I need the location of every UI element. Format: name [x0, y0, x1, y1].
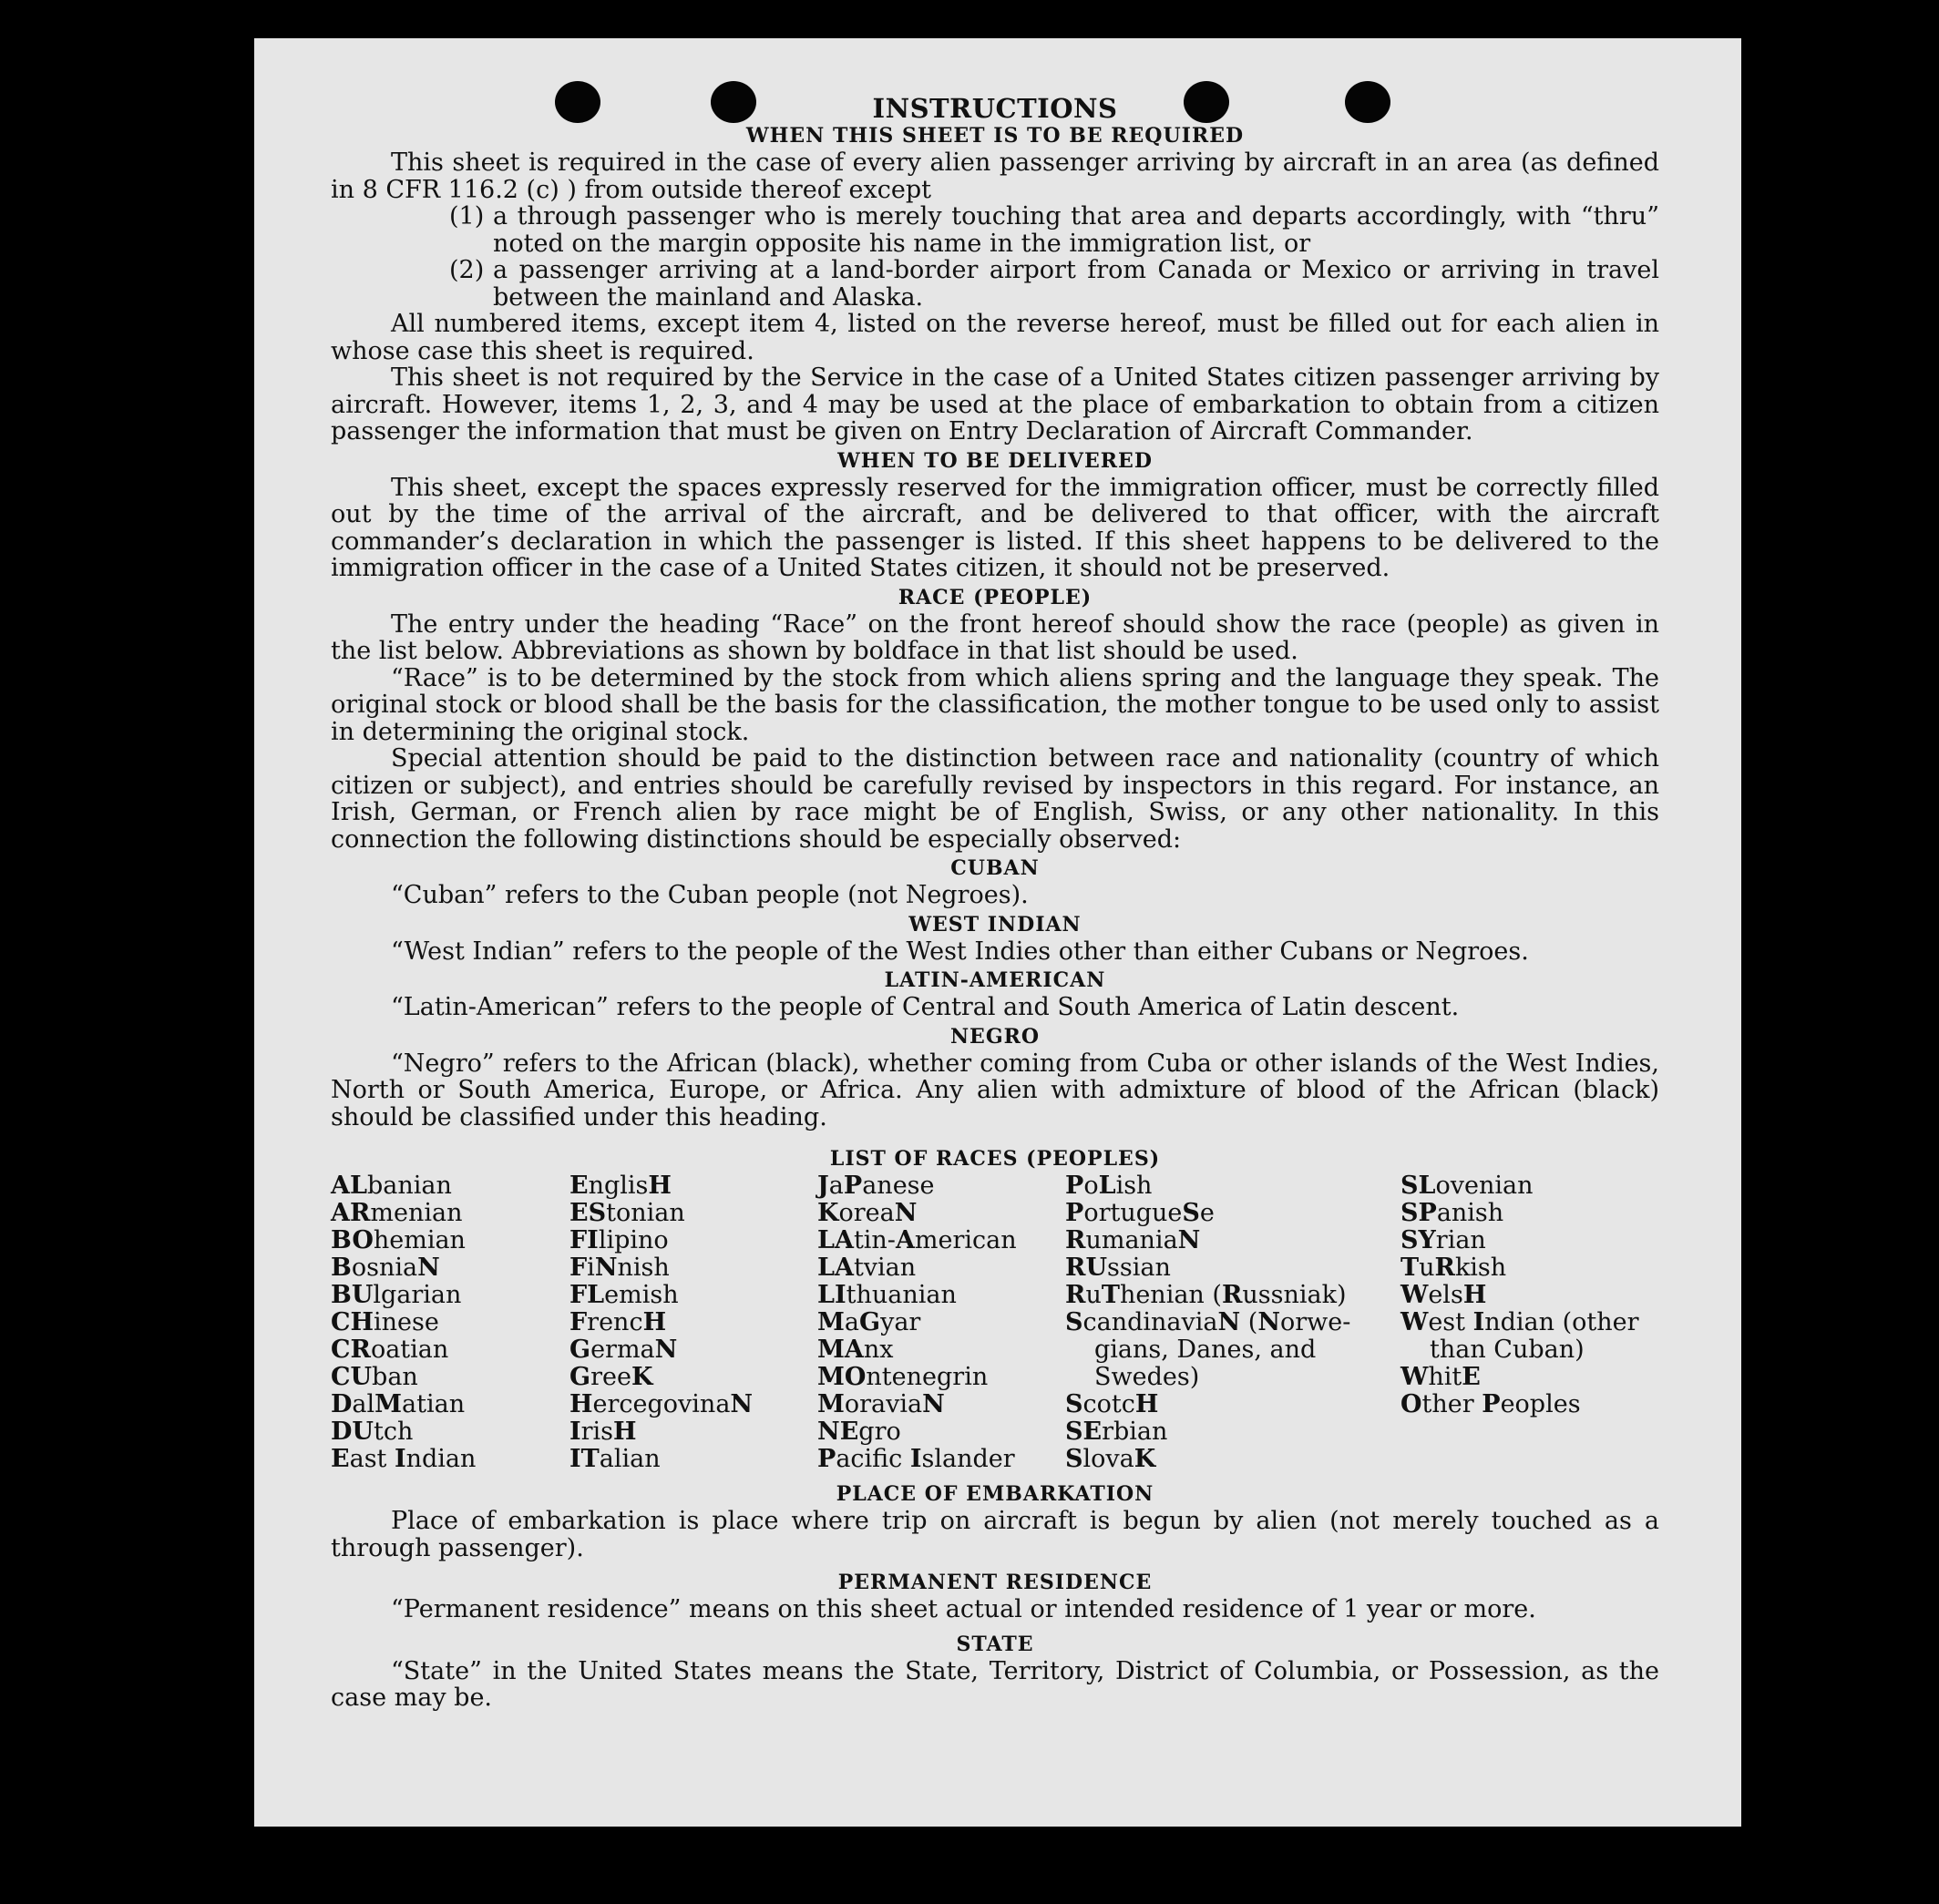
section-heading: RACE (PEOPLE): [898, 585, 1093, 609]
race-entry: EStonian: [569, 1199, 685, 1227]
section-heading: LIST OF RACES (PEOPLES): [829, 1147, 1161, 1171]
race-entry: MAnx: [817, 1336, 894, 1364]
race-entry: LAtin-American: [817, 1226, 1017, 1254]
race-entry: RumaniaN: [1065, 1226, 1201, 1254]
paragraph: “Race” is to be determined by the stock from which aliens spring and the language they speak. The original stock or blood shall be the basis for the classification, the mother tongue to be used only to assist in determining the original stock.: [331, 663, 1659, 746]
punch-hole: [711, 81, 756, 123]
races-column: [1400, 1172, 1656, 1473]
races-column: [817, 1172, 1065, 1473]
race-entry: CHinese: [331, 1308, 439, 1336]
punch-hole: [1184, 81, 1229, 123]
race-entry: KoreaN: [817, 1199, 918, 1227]
race-entry: DalMatian: [331, 1390, 466, 1418]
page-title: INSTRUCTIONS: [872, 93, 1118, 124]
paragraph: Place of embarkation is place where trip on aircraft is begun by alien (not merely touched as a through passenger).: [331, 1507, 1659, 1562]
paragraph: “Latin-American” refers to the people of Central and South America of Latin descent.: [391, 993, 1460, 1021]
race-entry: GreeK: [569, 1363, 653, 1391]
section-heading: PLACE OF EMBARKATION: [836, 1482, 1154, 1506]
race-entry: WelsH: [1400, 1281, 1487, 1309]
race-entry: MoraviaN: [817, 1390, 945, 1418]
race-entry: gians, Danes, and: [1094, 1336, 1317, 1364]
races-column: [1065, 1172, 1400, 1473]
race-entry: LIthuanian: [817, 1281, 957, 1309]
race-entry: SYrian: [1400, 1226, 1486, 1254]
race-entry: ScandinaviaN (Norwe-: [1065, 1308, 1351, 1336]
section-heading: PERMANENT RESIDENCE: [837, 1571, 1153, 1594]
section-heading: WHEN TO BE DELIVERED: [837, 448, 1153, 473]
item-number: (2): [449, 256, 485, 284]
paragraph: “West Indian” refers to the people of the West Indies other than either Cubans or Negroes.: [391, 937, 1529, 966]
race-entry: DUtch: [331, 1418, 414, 1446]
race-entry: FrencH: [569, 1308, 667, 1336]
section-heading: CUBAN: [950, 856, 1040, 880]
race-entry: NEgro: [817, 1418, 901, 1446]
races-list: [331, 1172, 1659, 1473]
race-entry: PortugueSe: [1065, 1199, 1215, 1227]
race-entry: East Indian: [331, 1445, 477, 1473]
races-column: [569, 1172, 817, 1473]
section-heading: WHEN THIS SHEET IS TO BE REQUIRED: [745, 124, 1245, 148]
race-entry: IrisH: [569, 1418, 637, 1446]
race-entry: SLovenian: [1400, 1172, 1534, 1200]
race-entry: ARmenian: [331, 1199, 463, 1227]
punch-hole: [555, 81, 600, 123]
item-text: a through passenger who is merely touching that area and departs accordingly, with “thru” noted on the margin opposite his name in the immigration list, or: [493, 202, 1659, 258]
race-entry: than Cuban): [1430, 1336, 1585, 1364]
paragraph: “State” in the United States means the State, Territory, District of Columbia, or Possession, as the case may be.: [331, 1656, 1659, 1712]
race-entry: BOhemian: [331, 1226, 466, 1254]
instruction-sheet: [254, 38, 1741, 1827]
paragraph: Special attention should be paid to the distinction between race and nationality (country of which citizen or subject), and entries should be carefully revised by inspectors in this regard. For instance, an Irish, German, or French alien by race might be of English, Swiss, or any other nationality. In this connection the following distinctions should be especially observed:: [331, 744, 1659, 854]
list-item: [449, 203, 1659, 257]
section-heading: WEST INDIAN: [908, 912, 1082, 937]
race-entry: SlovaK: [1065, 1445, 1156, 1473]
race-entry: MaGyar: [817, 1308, 921, 1336]
race-entry: ScotcH: [1065, 1390, 1159, 1418]
race-entry: EnglisH: [569, 1172, 672, 1200]
race-entry: WhitE: [1400, 1363, 1481, 1391]
race-entry: HercegovinaN: [569, 1390, 754, 1418]
paragraph: All numbered items, except item 4, listed on the reverse hereof, must be filled out for each alien in whose case this sheet is required.: [331, 310, 1659, 365]
race-entry: FLemish: [569, 1281, 679, 1309]
race-entry: SPanish: [1400, 1199, 1504, 1227]
list-item: [449, 257, 1659, 311]
race-entry: Swedes): [1094, 1363, 1200, 1391]
race-entry: CRoatian: [331, 1336, 449, 1364]
item-number: (1): [449, 202, 485, 230]
race-entry: MOntenegrin: [817, 1363, 989, 1391]
race-entry: CUban: [331, 1363, 418, 1391]
race-entry: FIlipino: [569, 1226, 669, 1254]
races-column: [331, 1172, 569, 1473]
race-entry: LAtvian: [817, 1254, 917, 1282]
race-entry: FiNnish: [569, 1254, 670, 1282]
punch-hole: [1345, 81, 1390, 123]
race-entry: GermaN: [569, 1336, 678, 1364]
section-heading: NEGRO: [949, 1024, 1041, 1049]
race-entry: RuThenian (Russniak): [1065, 1281, 1347, 1309]
paragraph: This sheet is required in the case of every alien passenger arriving by aircraft in an area (as defined in 8 CFR 116.2 (c) ) from outside thereof except: [331, 148, 1659, 204]
paragraph: This sheet is not required by the Service in the case of a United States citizen passenger arriving by aircraft. However, items 1, 2, 3, and 4 may be used at the place of embarkation to obtain from a citizen passenger the information that must be given on Entry Declaration of Aircraft Commander.: [331, 363, 1659, 445]
race-entry: Pacific Islander: [817, 1445, 1015, 1473]
race-entry: BosniaN: [331, 1254, 440, 1282]
race-entry: ITalian: [569, 1445, 661, 1473]
race-entry: PoLish: [1065, 1172, 1153, 1200]
race-entry: JaPanese: [817, 1172, 935, 1200]
race-entry: ALbanian: [331, 1172, 452, 1200]
race-entry: TuRkish: [1400, 1254, 1507, 1282]
race-entry: SErbian: [1065, 1418, 1168, 1446]
section-heading: STATE: [956, 1632, 1034, 1656]
race-entry: Other Peoples: [1400, 1390, 1581, 1418]
paragraph: “Permanent residence” means on this sheet actual or intended residence of 1 year or more.: [391, 1595, 1536, 1623]
paragraph: This sheet, except the spaces expressly reserved for the immigration officer, must be correctly filled out by the time of the arrival of the aircraft, and be delivered to that officer, with the aircraft commander’s declaration in which the passenger is listed. If this sheet happens to be delivered to the immigration officer in the case of a United States citizen, it should not be preserved.: [331, 473, 1659, 582]
section-heading: LATIN-AMERICAN: [884, 968, 1106, 992]
paragraph: “Negro” refers to the African (black), whether coming from Cuba or other islands of the West Indies, North or South America, Europe, or Africa. Any alien with admixture of blood of the African (black) should be classified under this heading.: [331, 1049, 1659, 1131]
race-entry: RUssian: [1065, 1254, 1171, 1282]
item-text: a passenger arriving at a land-border airport from Canada or Mexico or arriving in travel between the mainland and Alaska.: [493, 256, 1659, 312]
paragraph: The entry under the heading “Race” on the front hereof should show the race (people) as given in the list below. Abbreviations as shown by boldface in that list should be used.: [331, 609, 1659, 665]
race-entry: West Indian (other: [1400, 1308, 1639, 1336]
paragraph: “Cuban” refers to the Cuban people (not Negroes).: [391, 881, 1029, 909]
race-entry: BUlgarian: [331, 1281, 462, 1309]
